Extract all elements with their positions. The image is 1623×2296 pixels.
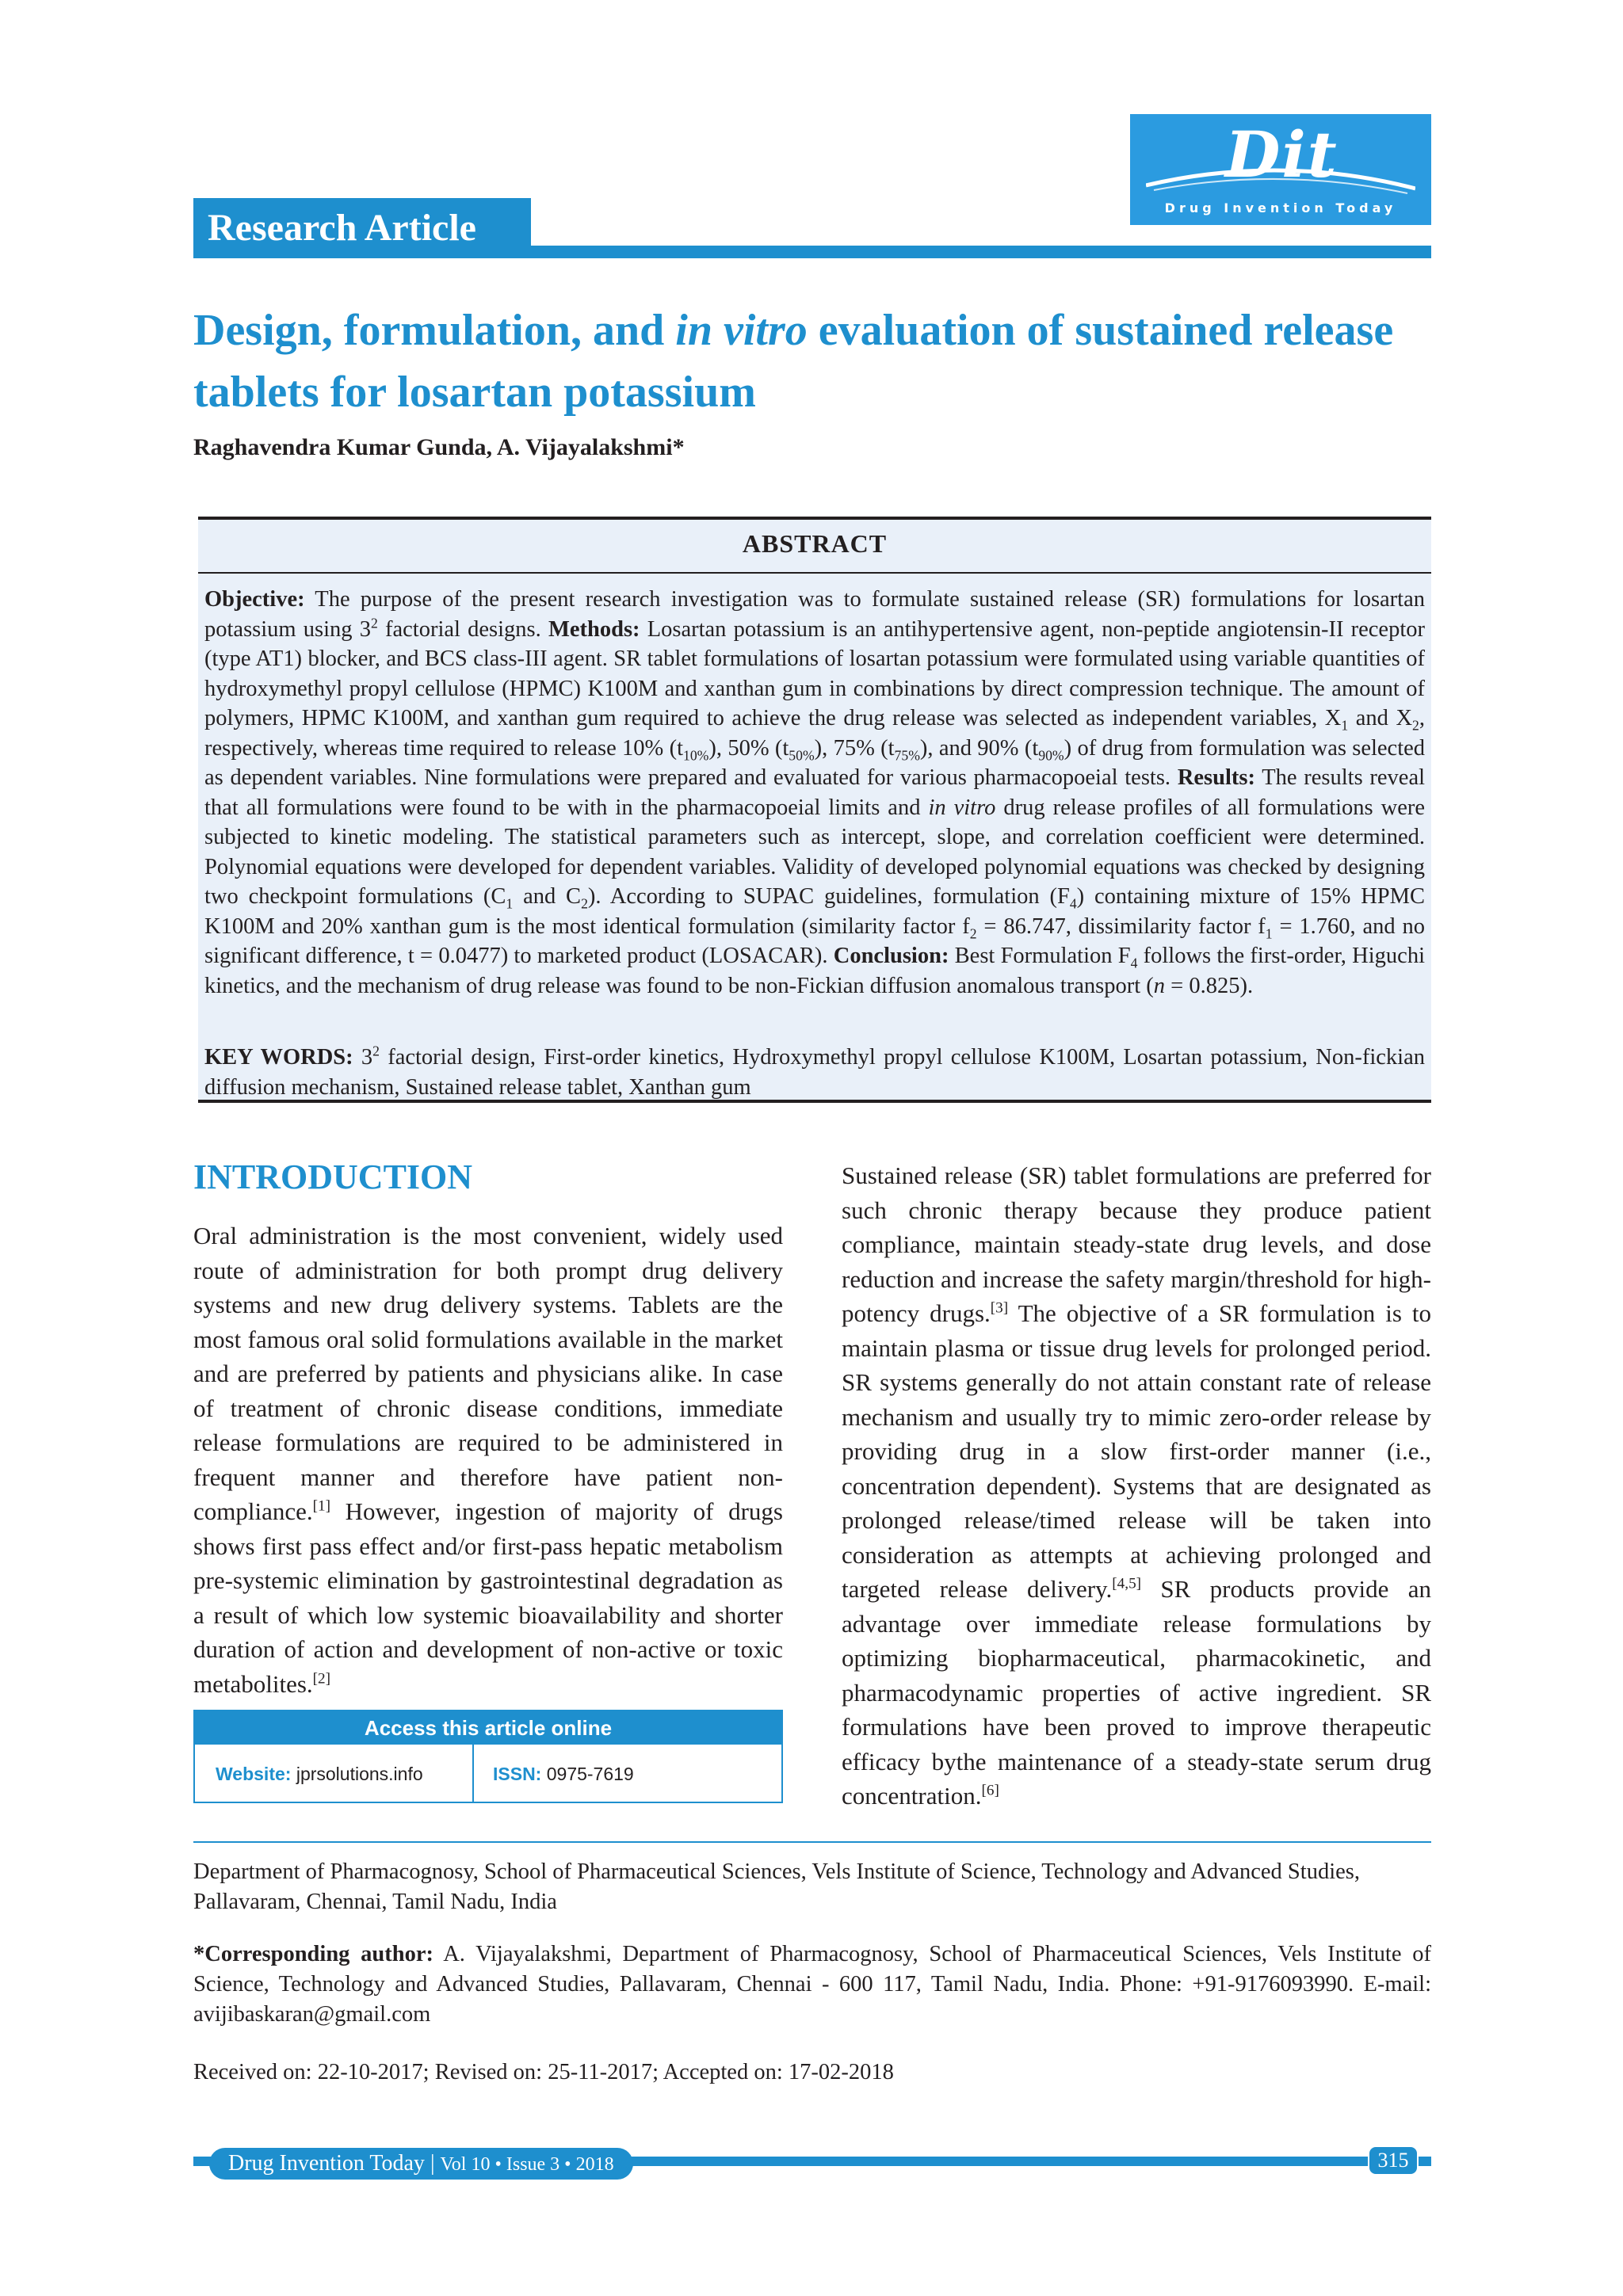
introduction-left-column: Oral administration is the most convenient, widely used route of administration for both prompt drug delivery systems and new drug delivery systems. Tablets are the most famous oral solid formulations available in the market and are preferred by patients and physicians alike. In case of treatment of chronic disease conditions, immediate release formulations are required to be administered in frequent manner and therefore have patient non-compliance.[1] However, ingestion of majority of drugs shows first pass effect and/or first-pass hepatic metabolism pre-systemic elimination by gastrointestinal degradation as a result of which low systemic bioavailability and shorter duration of action and development of non-active or toxic metabolites.[2] <box>193 1222 783 1698</box>
logo-subtext: Drug Invention Today <box>1164 200 1397 215</box>
introduction-right-column: Sustained release (SR) tablet formulations are preferred for such chronic therapy because they produce patient compliance, maintain steady-state drug levels, and dose reduction and increase the safety margin/threshold for high-potency drugs.[3] The objective of a SR formulation is to maintain plasma or tissue drug levels for prolonged period. SR systems generally do not attain constant rate of release mechanism and usually try to mimic zero-order release by providing drug in a slow first-order manner (i.e., concentration dependent). Systems that are designated as prolonged release/timed release will be taken into consideration as attempts at achieving prolonged and targeted release delivery.[4,5] SR products provide an advantage over immediate release formulations by optimizing biopharmaceutical, pharmacokinetic, and pharmacodynamic properties of active ingredient. SR formulations have been proved to improve therapeutic efficacy bythe maintenance of a steady-state serum drug concentration.[6] <box>842 1161 1431 1810</box>
journal-logo <box>1130 114 1431 225</box>
keywords: KEY WORDS: $3^2$ factorial design, First-order kinetics, Hydroxymethyl propyl cellulose K100M, Losartan potassium, Non-fickian diffusion mechanism, Sustained release tablet, Xanthan gum <box>204 1043 1425 1100</box>
logo-swoosh-icon <box>1146 162 1415 201</box>
logo-text: Dit <box>1225 117 1338 192</box>
access-divider <box>472 1745 474 1802</box>
introduction-heading: INTRODUCTION <box>193 1158 473 1196</box>
footer-journal: Drug Invention Today | Vol 10 • Issue 3 • 2018 <box>209 2148 633 2180</box>
access-box <box>193 1710 783 1803</box>
abstract-box <box>198 517 1431 1103</box>
section-tag: Research Article <box>193 198 531 258</box>
affiliation: Department of Pharmacognosy, School of Pharmaceutical Sciences, Vels Institute of Science, Technology and Advanced Studies, Pallavaram, Chennai, Tamil Nadu, India <box>193 1859 1360 1914</box>
issn-cell: ISSN: 0975-7619 <box>493 1764 634 1784</box>
footnote-separator <box>193 1841 1431 1843</box>
article-dates: Received on: 22-10-2017; Revised on: 25-11-2017; Accepted on: 17-02-2018 <box>193 2060 894 2084</box>
abstract-rule <box>198 572 1431 574</box>
abstract-heading: ABSTRACT <box>742 529 888 558</box>
corresponding-author: *Corresponding author: A. Vijayalakshmi, Department of Pharmacognosy, School of Pharmaceutical Sciences, Vels Institute of Science, Technology and Advanced Studies, Pallavaram, Chennai - 600 117, Tamil Nadu, India. Phone: +91-9176093990. E-mail: avijibaskaran@gmail.com <box>193 1942 1431 2027</box>
website-cell[interactable]: Website: jprsolutions.info <box>216 1764 423 1784</box>
article-title: Design, formulation, and in vitro evaluation of sustained release tablets for losartan potassium <box>193 306 1394 417</box>
abstract-body: Objective: The purpose of the present research investigation was to formulate sustained release (SR) formulations for losartan potassium using $3^2$ factorial designs. Methods: Losartan potassium is an antihypertensive agent, non-peptide angiotensin-II receptor (type AT1) blocker, and BCS class-III agent. SR tablet formulations of losartan potassium were formulated using variable quantities of hydroxymethyl propyl cellulose (HPMC) K100M and xanthan gum in combinations by direct compression technique. The amount of polymers, HPMC K100M, and xanthan gum required to achieve the drug release was selected as independent variables, $X_1$ and $X_2$, respectively, whereas time required to release 10% $(t_{10\%})$, 50% $(t_{50\%})$, 75% $(t_{75\%})$, and 90% $(t_{90\%})$ of drug from formulation was selected as dependent variables. Nine formulations were prepared and evaluated for various pharmacopoeial tests. Results: The results reveal that all formulations were found to be with in the pharmacopoeial limits and in vitro drug release profiles of all formulations were subjected to kinetic modeling. The statistical parameters such as intercept, slope, and correlation coefficient were determined. Polynomial equations were developed for dependent variables. Validity of developed polynomial equations was checked by designing two checkpoint formulations ($C_1$ and $C_2$). According to SUPAC guidelines, formulation $(F_4)$ containing mixture of 15% HPMC K100M and 20% xanthan gum is the most identical formulation (similarity factor $f_2 = 86.747$, dissimilarity factor $f_1 = 1.760$, and no significant difference, t = 0.0477) to marketed product (LOSACAR). Conclusion: Best Formulation $F_4$ follows the first-order, Higuchi kinetics, and the mechanism of drug release was found to be non-Fickian diffusion anomalous transport (n = 0.825). <box>204 587 1426 998</box>
access-heading: Access this article online <box>195 1711 781 1745</box>
access-row <box>195 1745 781 1802</box>
article-authors: Raghavendra Kumar Gunda, A. Vijayalakshmi* <box>193 434 685 460</box>
page-number: 315 <box>1368 2145 1419 2176</box>
